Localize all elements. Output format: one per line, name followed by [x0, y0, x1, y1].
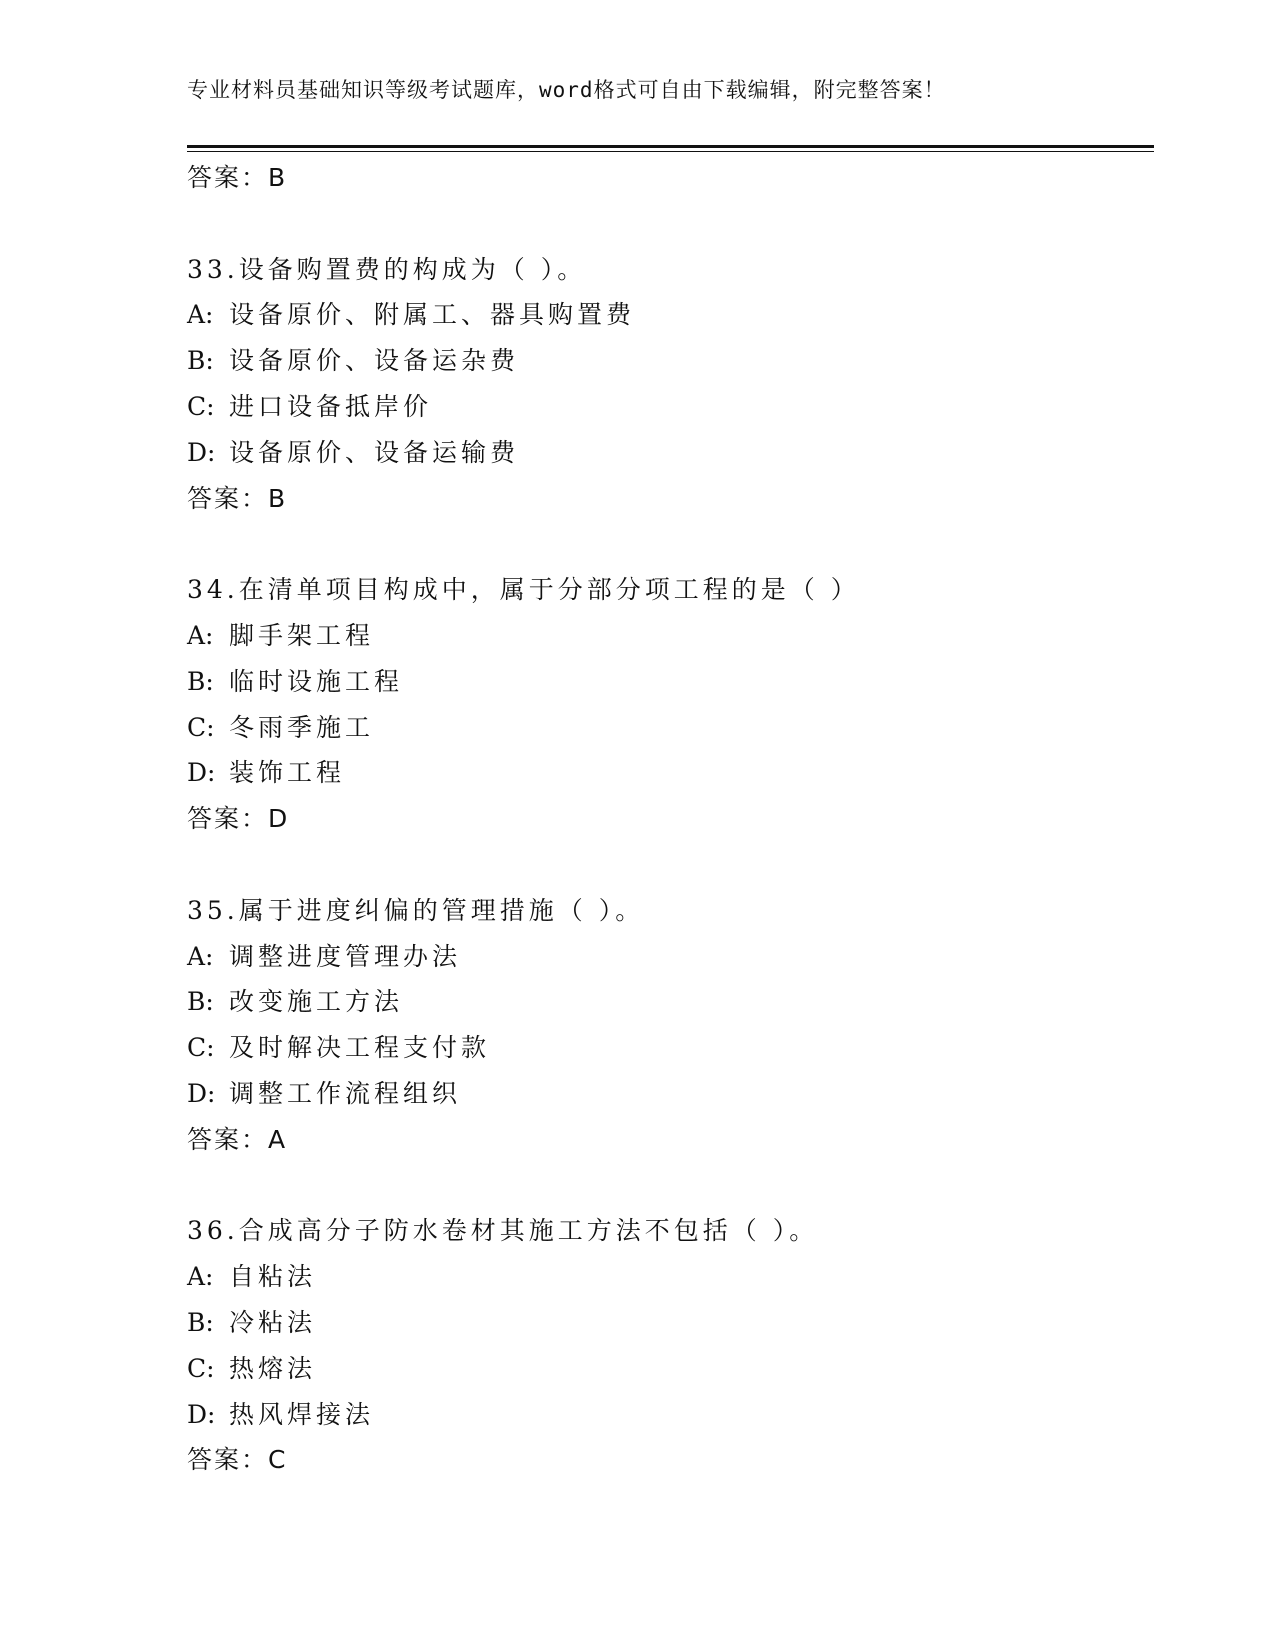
option-letter: A: — [187, 1262, 214, 1292]
answer-line: 答案：C — [187, 1445, 288, 1475]
question-stem: 34.在清单项目构成中，属于分部分项工程的是（ ） — [187, 575, 860, 605]
option-text: 进口设备抵岸价 — [229, 391, 433, 421]
option-letter: C: — [187, 1353, 215, 1383]
option-letter: B: — [187, 1307, 214, 1337]
option-text: 自粘法 — [229, 1262, 317, 1292]
option-letter: B: — [187, 666, 214, 696]
option-c — [187, 705, 1147, 751]
question-block — [187, 567, 1147, 842]
option-letter: D: — [187, 437, 216, 467]
option-text: 设备原价、设备运杂费 — [229, 346, 520, 376]
option-text: 及时解决工程支付款 — [229, 1033, 491, 1063]
option-c — [187, 1025, 1147, 1071]
option-letter: A: — [187, 941, 214, 971]
option-text: 装饰工程 — [229, 758, 346, 788]
option-text: 冬雨季施工 — [229, 712, 375, 742]
option-text: 改变施工方法 — [229, 987, 404, 1017]
option-text: 设备原价、设备运输费 — [229, 437, 520, 467]
option-a — [187, 934, 1147, 980]
header-rule-thick — [187, 145, 1154, 148]
option-a — [187, 613, 1147, 659]
option-d — [187, 430, 1147, 476]
option-text: 调整进度管理办法 — [229, 941, 462, 971]
option-d — [187, 1392, 1147, 1438]
option-b — [187, 659, 1147, 705]
option-b — [187, 1300, 1147, 1346]
option-letter: B: — [187, 987, 214, 1017]
header-rule-thin — [187, 151, 1154, 152]
answer-line: 答案：A — [187, 1124, 288, 1154]
answer-line: 答案：B — [187, 483, 288, 513]
option-d — [187, 750, 1147, 796]
question-stem: 33.设备购置费的构成为（ ）。 — [187, 254, 587, 284]
option-letter: C: — [187, 1033, 215, 1063]
option-c — [187, 384, 1147, 430]
option-a — [187, 292, 1147, 338]
option-letter: A: — [187, 620, 214, 650]
option-letter: C: — [187, 712, 215, 742]
option-text: 脚手架工程 — [229, 620, 375, 650]
answer-line: 答案：D — [187, 804, 290, 834]
option-text: 临时设施工程 — [229, 666, 404, 696]
option-b — [187, 338, 1147, 384]
option-letter: B: — [187, 346, 214, 376]
option-letter: C: — [187, 391, 215, 421]
answer-line: 答案：B — [187, 163, 288, 192]
option-text: 调整工作流程组织 — [229, 1078, 462, 1108]
option-text: 冷粘法 — [229, 1307, 317, 1337]
page-header: 专业材料员基础知识等级考试题库，word格式可自由下载编辑，附完整答案！ — [187, 78, 946, 102]
option-letter: A: — [187, 300, 214, 330]
option-letter: D: — [187, 1078, 216, 1108]
question-stem: 35.属于进度纠偏的管理措施（ ）。 — [187, 895, 645, 925]
question-block — [187, 247, 1147, 522]
question-list — [187, 155, 1147, 1483]
question-block — [187, 1208, 1147, 1483]
option-letter: D: — [187, 1399, 216, 1429]
option-b — [187, 979, 1147, 1025]
option-c — [187, 1346, 1147, 1392]
option-d — [187, 1071, 1147, 1117]
question-stem: 36.合成高分子防水卷材其施工方法不包括（ ）。 — [187, 1216, 819, 1246]
option-text: 热熔法 — [229, 1353, 317, 1383]
option-text: 热风焊接法 — [229, 1399, 375, 1429]
option-a — [187, 1254, 1147, 1300]
option-text: 设备原价、附属工、器具购置费 — [229, 300, 636, 330]
option-letter: D: — [187, 758, 216, 788]
question-block — [187, 888, 1147, 1163]
